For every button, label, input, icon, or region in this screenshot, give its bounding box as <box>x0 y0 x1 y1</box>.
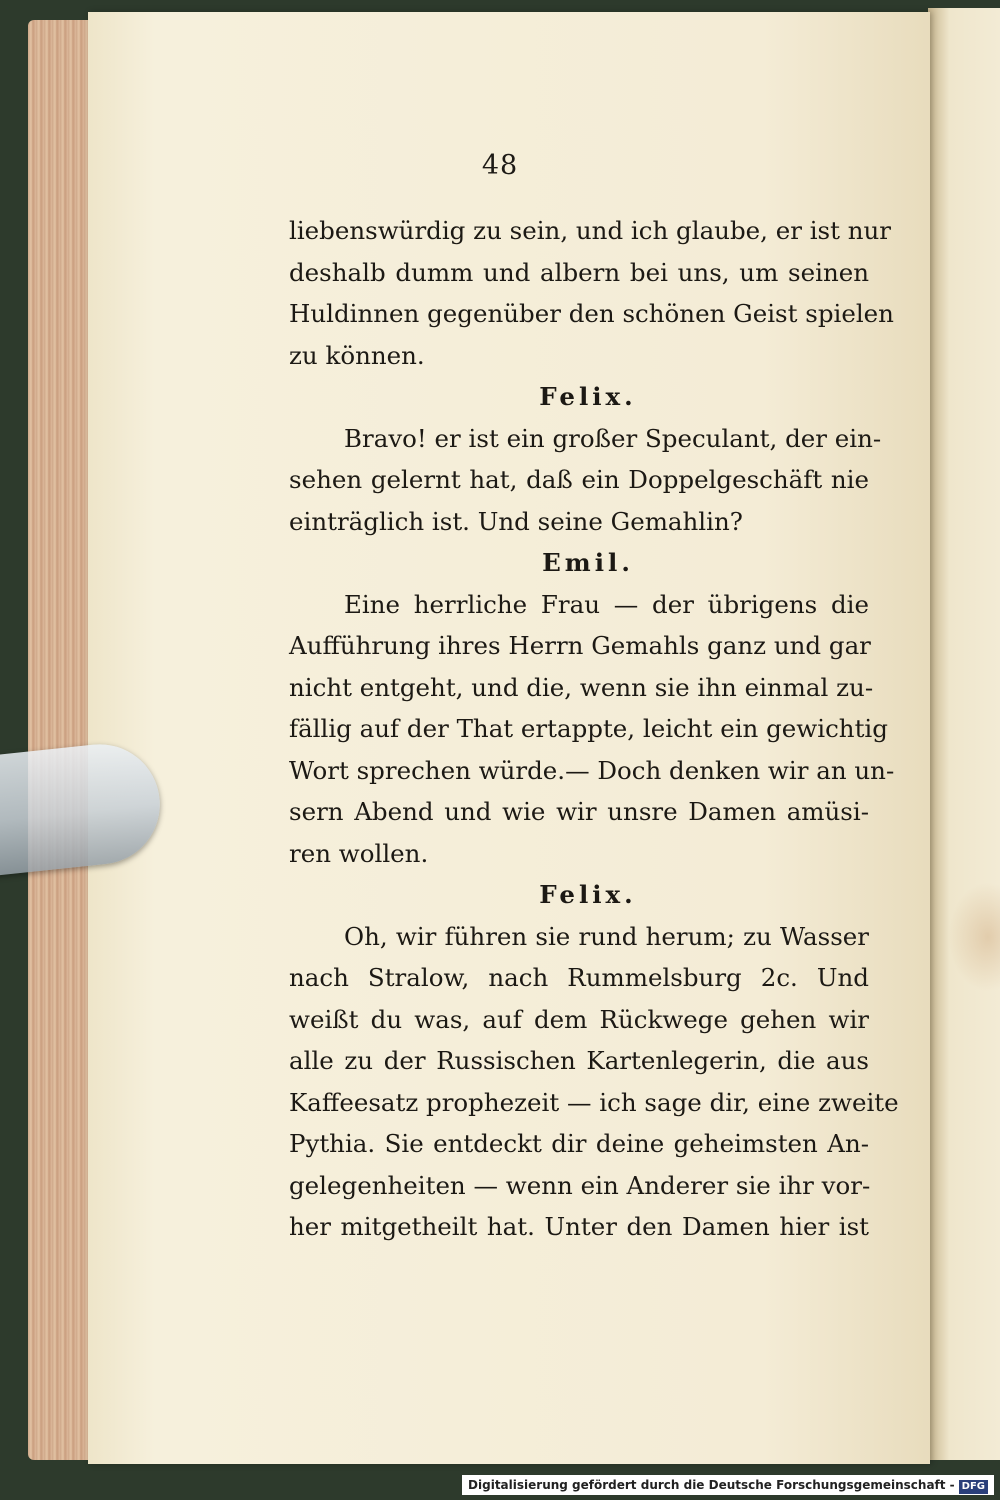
text-line: Kaffeesatz prophezeit — ich sage dir, eine zweite <box>289 1087 899 1117</box>
text-line: Wort sprechen würde.— Doch denken wir an un- <box>289 755 895 785</box>
speaker-label: Emil. <box>542 548 634 577</box>
text-line: Oh, wir führen sie rund herum; zu Wasser <box>344 921 869 951</box>
speaker-name <box>289 874 869 916</box>
page-number: 48 <box>481 150 519 181</box>
text-line: Eine herrliche Frau — der übrigens die <box>344 589 869 619</box>
text-line: nach Stralow, nach Rummelsburg 2c. Und <box>289 963 869 992</box>
text-line: liebenswürdig zu sein, und ich glaube, er ist nur <box>289 216 892 245</box>
text-line: sern Abend und wie wir unsre Damen amüsi- <box>289 797 869 826</box>
text-line: zu können. <box>289 340 425 370</box>
text-line: alle zu der Russischen Kartenlegerin, die aus <box>289 1046 869 1075</box>
speaker-name <box>289 376 869 418</box>
credit-text: Digitalisierung gefördert durch die Deutsche Forschungsgemeinschaft - <box>468 1478 955 1492</box>
text-line: Pythia. Sie entdeckt dir deine geheimsten An- <box>289 1129 869 1158</box>
text-line: deshalb dumm und albern bei uns, um seinen <box>289 257 869 287</box>
text-line: her mitgetheilt hat. Unter den Damen hier ist <box>289 1212 869 1241</box>
digitization-credit <box>462 1475 994 1495</box>
text-line: Aufführung ihres Herrn Gemahls ganz und gar <box>289 631 871 660</box>
text-line: gelegenheiten — wenn ein Anderer sie ihr vor- <box>289 1170 871 1200</box>
text-line: nicht entgeht, und die, wenn sie ihn einmal zu- <box>289 672 874 702</box>
text-line: einträglich ist. Und seine Gemahlin? <box>289 506 743 536</box>
speaker-label: Felix. <box>539 382 637 411</box>
page-text <box>289 210 899 1248</box>
speaker-label: Felix. <box>539 880 637 909</box>
dfg-logo: DFG <box>959 1480 988 1494</box>
paper-stain <box>948 882 1000 992</box>
text-line: ren wollen. <box>289 838 429 868</box>
text-line: weißt du was, auf dem Rückwege gehen wir <box>289 1004 869 1034</box>
next-page-edge <box>928 8 1000 1460</box>
text-line: Bravo! er ist ein großer Speculant, der ein- <box>344 423 882 453</box>
speaker-name <box>289 542 869 584</box>
text-line: sehen gelernt hat, daß ein Doppelgeschäft nie <box>289 465 869 494</box>
text-line: fällig auf der That ertappte, leicht ein gewichtig <box>289 714 888 743</box>
text-line: Huldinnen gegenüber den schönen Geist spielen <box>289 299 894 328</box>
